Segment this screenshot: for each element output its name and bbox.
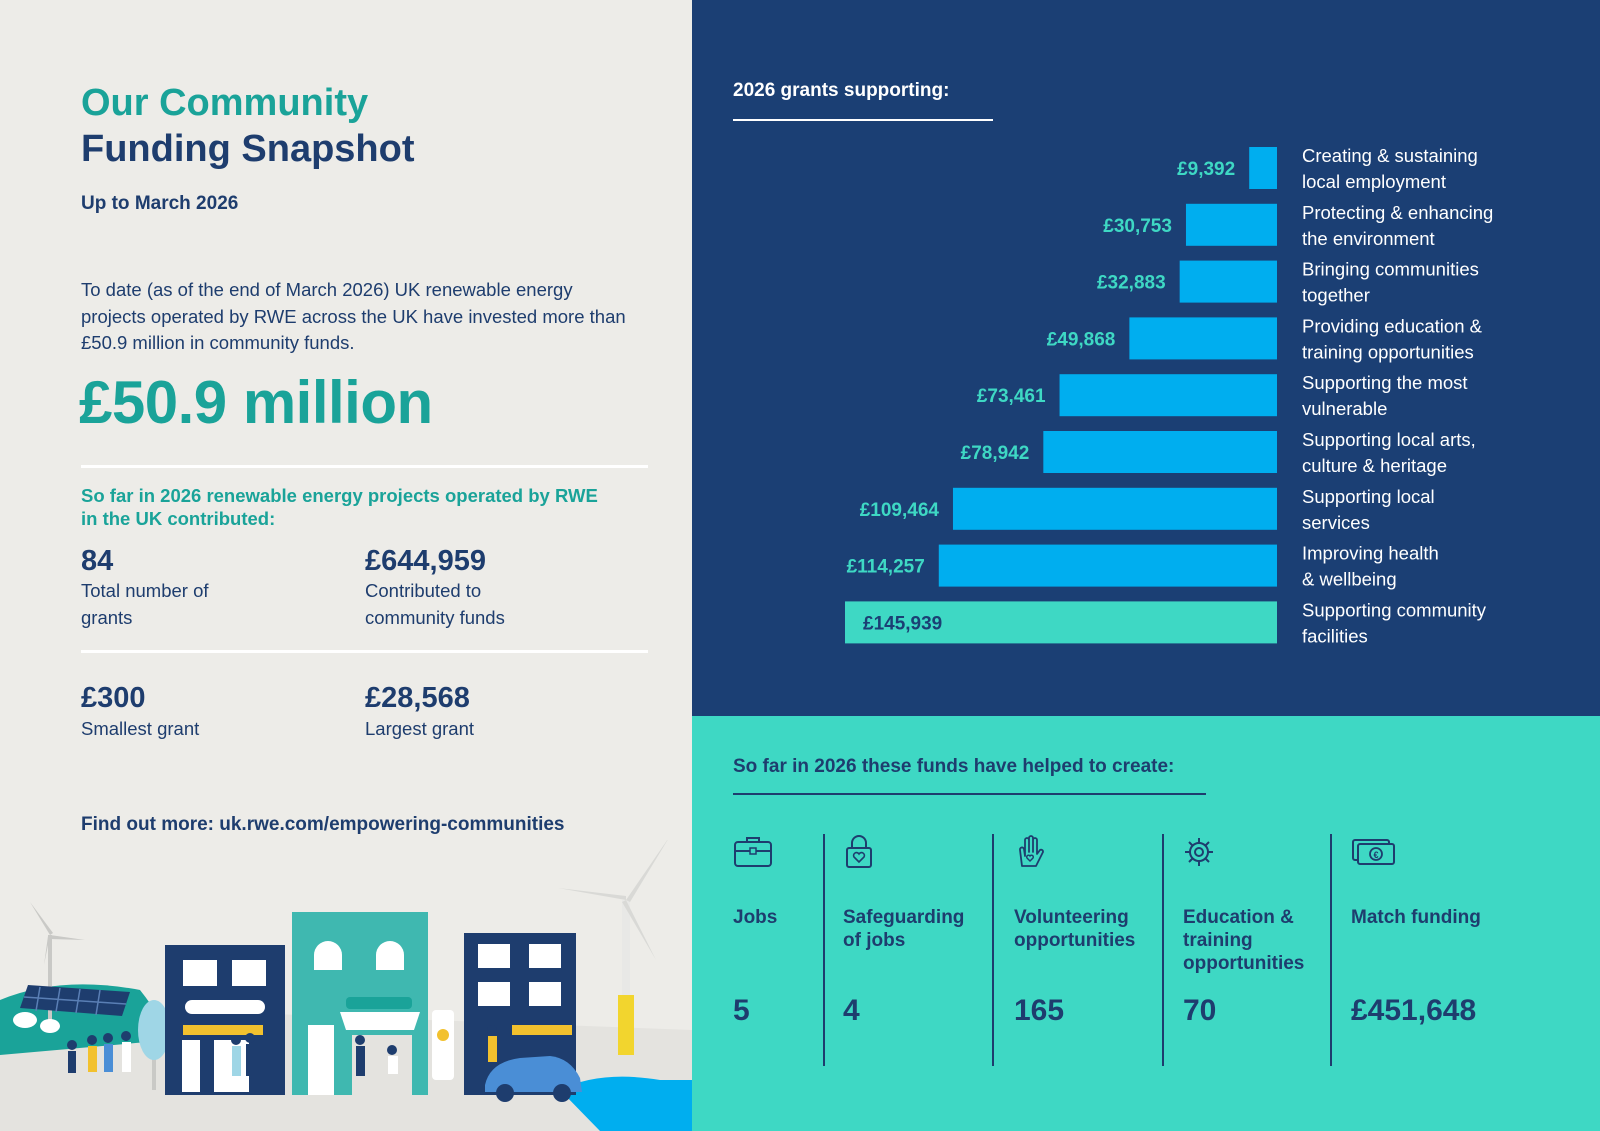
stat-grants-count: 84 [81,545,114,577]
bar-category-label [1302,259,1479,306]
outcome-volunteering-value: 165 [1014,994,1065,1027]
page-title-line1: Our Community [81,82,369,124]
divider [81,465,648,468]
bar-value-label: £114,257 [846,556,925,578]
bar-value-label: £32,883 [1096,272,1166,294]
bar-category-label-line: the environment [1302,227,1435,249]
outcome-match-funding [1351,834,1551,1064]
outcome-match-funding-value: £451,648 [1351,994,1477,1027]
bar-category-label-line: vulnerable [1302,398,1388,420]
bar-category-label-line: Creating & sustaining [1302,145,1478,166]
building [165,945,285,1095]
outcome-volunteering [1014,834,1154,1064]
column-divider [823,834,825,1066]
outcome-jobs [733,834,813,1064]
bar-category-label-line: together [1302,284,1370,306]
divider [81,650,648,653]
column-divider [1330,834,1332,1066]
outcome-match-funding-label: Match funding [1351,907,1481,928]
bar [1060,374,1277,416]
bar [939,545,1277,587]
bar-category-label-line: training opportunities [1302,341,1474,363]
stat-contributed: £644,959 [365,545,486,577]
bar-category-label-line: Supporting local arts, [1302,429,1476,450]
intro-paragraph: To date (as of the end of March 2026) UK renewable energy projects operated by RWE across the UK have invested more than £50.9 million in community funds. [81,279,626,353]
outcomes-panel [692,716,1600,1131]
grants-bar-chart [692,0,1600,716]
bar-value-label: £30,753 [1103,215,1172,237]
page-subtitle: Up to March 2026 [81,193,239,214]
outcome-safeguarding-label: Safeguarding of jobs [843,907,965,951]
stat-contributed-label: Contributed to community funds [365,580,505,628]
outcome-education [1183,834,1323,1064]
bar [1043,431,1277,473]
outcomes-heading: So far in 2026 these funds have helped to create: [733,756,1175,777]
outcomes-heading-underline [733,793,1206,795]
grants-chart-panel [692,0,1600,716]
outcome-volunteering-label: Volunteering opportunities [1014,907,1136,951]
bar-category-label-line: Protecting & enhancing [1302,201,1494,223]
bar-value-label: £73,461 [976,386,1046,408]
bar-category-label [1302,372,1468,419]
bar-category-label [1302,145,1478,192]
find-out-more-link[interactable]: Find out more: uk.rwe.com/empowering-communities [81,814,565,835]
outcome-education-label: Education & training opportunities [1183,907,1305,974]
bar-category-label-line: & wellbeing [1302,568,1397,590]
bar-value-label: £78,942 [960,443,1030,464]
stat-grants-count-label: Total number of grants [81,580,209,628]
bar-category-label-line: Improving health [1302,542,1439,564]
summary-panel [0,0,692,1131]
bar [1249,147,1277,189]
outcome-safeguarding [843,834,983,1064]
stat-smallest-grant: £300 [81,682,146,714]
bar-category-label [1302,486,1435,533]
bar-category-label-line: Providing education & [1302,315,1482,337]
column-divider [1162,834,1164,1066]
stat-largest-grant-label: Largest grant [365,718,475,739]
bar-category-label-line: local employment [1302,171,1446,192]
bar-category-label [1302,429,1476,476]
column-divider [992,834,994,1066]
outcome-jobs-label: Jobs [733,907,778,928]
raised-hand-heart-icon [1014,834,1054,870]
outcome-jobs-value: 5 [733,994,750,1027]
bar-category-label [1302,543,1439,590]
total-invested: £50.9 million [79,369,433,436]
bar-category-label-line: services [1302,511,1370,533]
banknotes-icon [1351,834,1399,870]
bar-category-label-line: Bringing communities [1302,258,1479,280]
bar [1186,204,1277,246]
bar [1129,317,1277,359]
bar-value-label: £9,392 [1177,159,1236,180]
bar-value-label: £109,464 [859,499,939,521]
bar-category-label [1302,202,1493,249]
bar-category-label-line: Supporting the most [1302,372,1468,394]
bar-category-label-line: facilities [1302,625,1368,647]
contributions-heading: So far in 2026 renewable energy projects operated by RWE in the UK contributed: [81,485,598,529]
bar-category-label-line: Supporting local [1302,485,1435,507]
padlock-heart-icon [843,834,883,870]
page-title-line2: Funding Snapshot [81,128,415,170]
gear-icon [1183,834,1223,870]
bar [953,488,1277,530]
bar-category-label-line: Supporting community [1302,599,1487,621]
briefcase-icon [733,834,773,870]
outcome-education-value: 70 [1183,994,1217,1027]
bar-category-label [1302,315,1483,362]
stat-largest-grant: £28,568 [365,682,470,714]
outcome-safeguarding-value: 4 [843,994,860,1027]
stat-smallest-grant-label: Smallest grant [81,718,200,739]
svg-text:€: € [1373,850,1379,860]
chart-title: 2026 grants supporting: [733,80,950,101]
bar-category-label [1302,599,1487,646]
town-illustration [0,840,692,1131]
bar-category-label-line: culture & heritage [1302,455,1448,476]
bar [1180,261,1277,303]
bar-value-label: £49,868 [1046,329,1116,351]
bar-value-label: £145,939 [863,613,943,635]
